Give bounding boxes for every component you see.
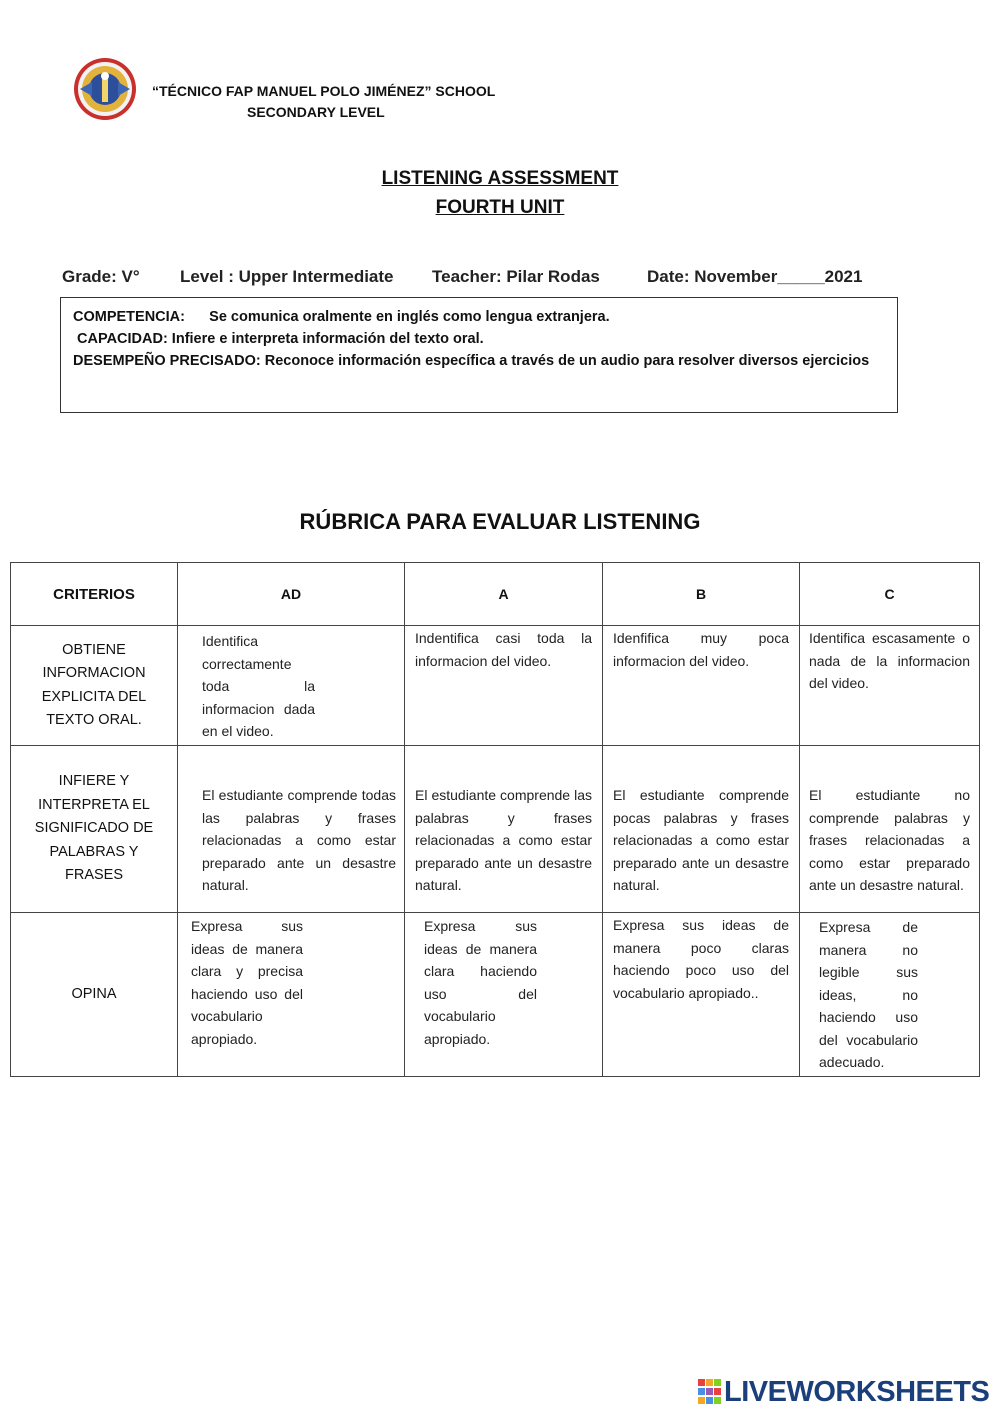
criterio-cell: OBTIENE INFORMACION EXPLICITA DEL TEXTO ORAL. bbox=[11, 626, 178, 746]
competencia-line: COMPETENCIA: Se comunica oralmente en inglés como lengua extranjera. bbox=[73, 309, 610, 325]
rubric-row bbox=[11, 746, 980, 913]
a-text: Indentifica casi toda la informacion del video. bbox=[415, 630, 592, 669]
ad-text: Identifica correctamente toda la informacion dada en el video. bbox=[202, 633, 315, 739]
c-cell bbox=[800, 913, 980, 1077]
rubric-table bbox=[10, 562, 980, 1077]
rubric-row bbox=[11, 626, 980, 746]
a-cell bbox=[405, 626, 603, 746]
a-cell bbox=[405, 746, 603, 913]
b-cell bbox=[603, 626, 800, 746]
school-crest-logo bbox=[72, 56, 138, 122]
rubric-row bbox=[11, 913, 980, 1077]
grade-label: Grade: V° bbox=[62, 267, 140, 286]
header-b: B bbox=[603, 563, 800, 626]
liveworksheets-wordmark: LIVEWORKSHEETS bbox=[724, 1376, 990, 1408]
a-text: Expresa sus ideas de manera clara haciendo uso del vocabulario apropiado. bbox=[424, 918, 537, 1047]
header-ad: AD bbox=[178, 563, 405, 626]
c-cell bbox=[800, 746, 980, 913]
level-label: Level : Upper Intermediate bbox=[180, 267, 394, 286]
liveworksheets-icon bbox=[698, 1379, 722, 1407]
school-name: “TÉCNICO FAP MANUEL POLO JIMÉNEZ” SCHOOL bbox=[152, 83, 496, 99]
date-label: Date: November_____2021 bbox=[647, 267, 863, 286]
header-criterios: CRITERIOS bbox=[11, 563, 178, 626]
c-cell bbox=[800, 626, 980, 746]
b-text: Expresa sus ideas de manera poco claras haciendo poco uso del vocabulario apropiado.. bbox=[613, 917, 789, 1001]
header-a: A bbox=[405, 563, 603, 626]
c-text: Expresa de manera no legible sus ideas, no haciendo uso del vocabulario adecuado. bbox=[819, 919, 918, 1070]
teacher-label: Teacher: Pilar Rodas bbox=[432, 267, 600, 286]
criterio-cell: INFIERE Y INTERPRETA EL SIGNIFICADO DE PALABRAS Y FRASES bbox=[11, 746, 178, 913]
b-text: El estudiante comprende pocas palabras y frases relacionadas a como estar preparado ante un desastre natural. bbox=[613, 787, 789, 893]
unit-title: FOURTH UNIT bbox=[435, 197, 565, 218]
school-level: SECONDARY LEVEL bbox=[247, 104, 385, 120]
b-cell bbox=[603, 913, 800, 1077]
rubric-header-row bbox=[11, 563, 980, 626]
a-text: El estudiante comprende las palabras y frases relacionadas a como estar preparado ante un desastre natural. bbox=[415, 787, 592, 893]
a-cell bbox=[405, 913, 603, 1077]
b-text: Idenfifica muy poca informacion del video. bbox=[613, 630, 789, 669]
ad-cell bbox=[178, 746, 405, 913]
header-c: C bbox=[800, 563, 980, 626]
ad-cell bbox=[178, 626, 405, 746]
capacidad-line: CAPACIDAD: Infiere e interpreta información del texto oral. bbox=[73, 331, 484, 347]
competencia-box bbox=[60, 297, 898, 413]
ad-text: Expresa sus ideas de manera clara y precisa haciendo uso del vocabulario apropiado. bbox=[191, 918, 303, 1047]
c-text: Identifica escasamente o nada de la informacion del video. bbox=[809, 630, 970, 691]
ad-cell bbox=[178, 913, 405, 1077]
assessment-title: LISTENING ASSESSMENT bbox=[381, 168, 619, 189]
desempeno-line: DESEMPEÑO PRECISADO: Reconoce información específica a través de un audio para resolver diversos ejercicios bbox=[73, 353, 870, 369]
rubric-title: RÚBRICA PARA EVALUAR LISTENING bbox=[299, 509, 701, 534]
c-text: El estudiante no comprende palabras y frases relacionadas a como estar preparado ante un desastre natural. bbox=[809, 787, 970, 893]
criterio-cell: OPINA bbox=[11, 913, 178, 1077]
ad-text: El estudiante comprende todas las palabras y frases relacionadas a como estar preparado ante un desastre natural. bbox=[202, 787, 396, 893]
b-cell bbox=[603, 746, 800, 913]
